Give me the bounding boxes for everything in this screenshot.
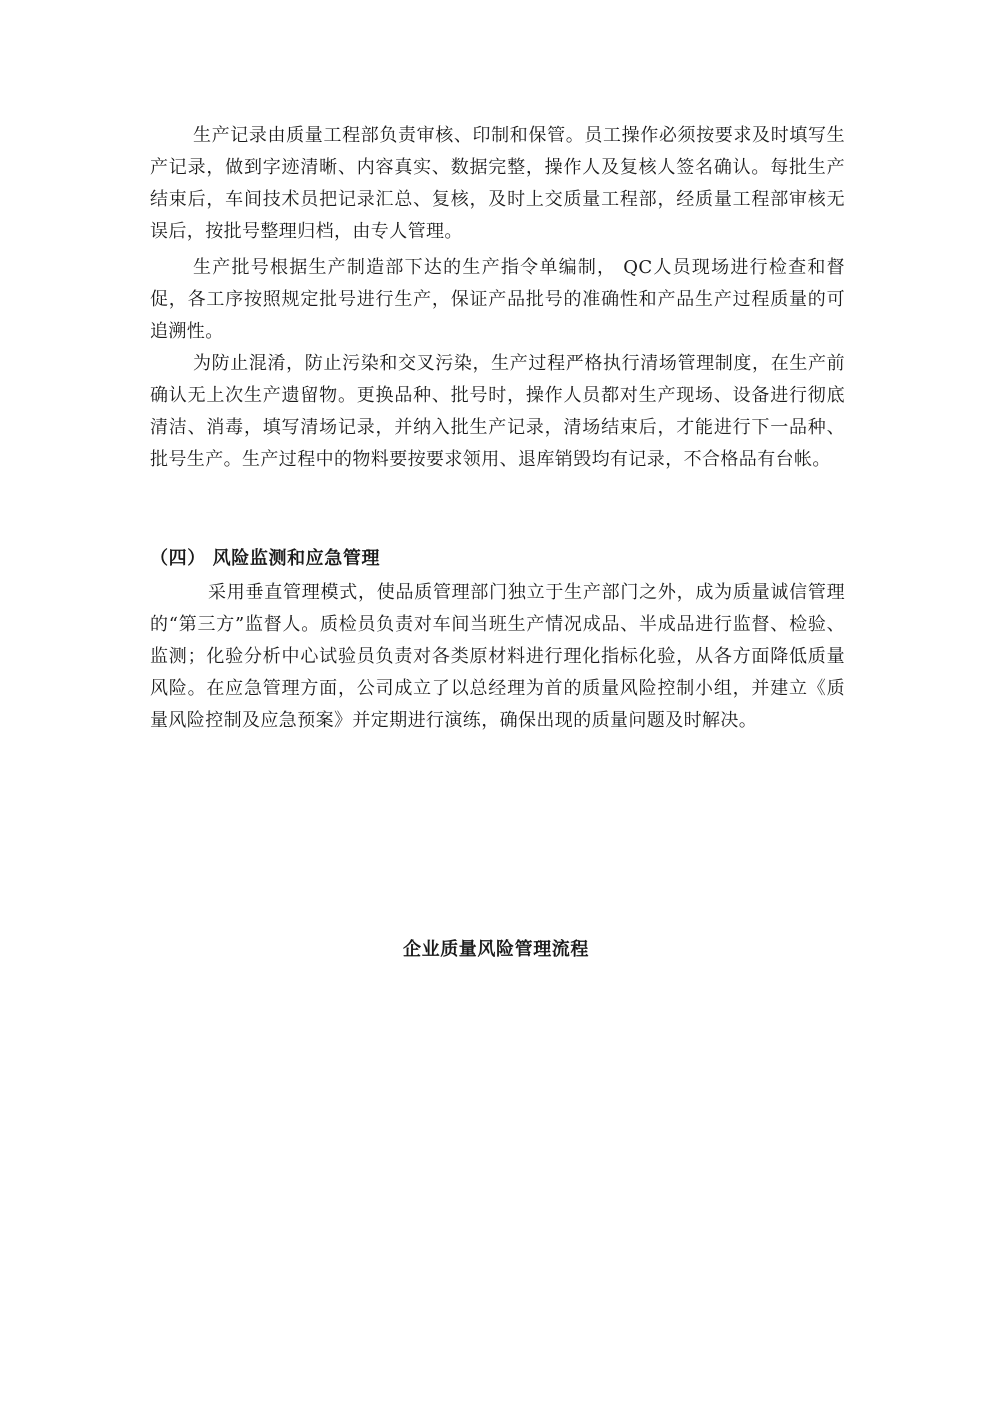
paragraph-clearance-management: 为防止混淆，防止污染和交叉污染，生产过程严格执行清场管理制度，在生产前确认无上次生产遗留物。更换品种、批号时，操作人员都对生产现场、设备进行彻底清洁、消毒，填写清场记录，并纳入批生产记录，清场结束后，才能进行下一品种、批号生产。生产过程中的物料要按要求领用、退库销毁均有记录，不合格品有台帐。 <box>150 353 845 470</box>
paragraph-risk-monitoring: 采用垂直管理模式，使品质管理部门独立于生产部门之外，成为质量诚信管理的“第三方”监督人。质检员负责对车间当班生产情况成品、半成品进行监督、检验、监测；化验分析中心试验员负责对各类原材料进行理化指标化验，从各方面降低质量风险。在应急管理方面，公司成立了以总经理为首的质量风险控制小组，并建立《质量风险控制及应急预案》并定期进行演练，确保出现的质量问题及时解决。 <box>150 582 845 731</box>
paragraph-production-records: 生产记录由质量工程部负责审核、印制和保管。员工操作必须按要求及时填写生产记录，做到字迹清晰、内容真实、数据完整，操作人及复核人签名确认。每批生产结束后，车间技术员把记录汇总、复核，及时上交质量工程部，经质量工程部审核无误后，按批号整理归档，由专人管理。 <box>150 125 845 242</box>
figure-caption: 企业质量风险管理流程 <box>403 939 589 960</box>
section-heading-risk-monitoring: （四） 风险监测和应急管理 <box>150 548 381 569</box>
paragraph-batch-numbering: 生产批号根据生产制造部下达的生产指令单编制， QC人员现场进行检查和督促，各工序按照规定批号进行生产，保证产品批号的准确性和产品生产过程质量的可追溯性。 <box>150 257 845 342</box>
